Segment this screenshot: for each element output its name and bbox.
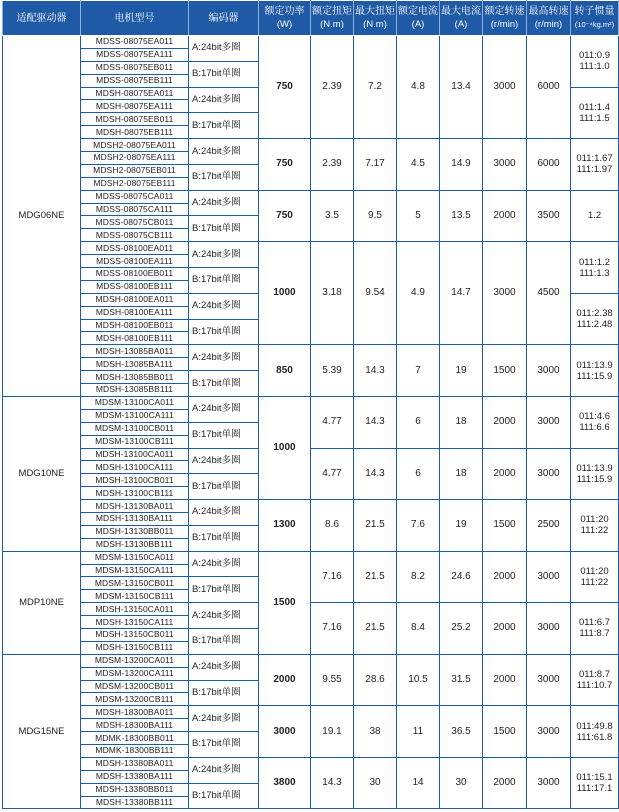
encoder-cell: B:17bit单圈 [189,268,259,294]
rated-speed-cell: 1500 [483,500,527,552]
power-cell: 3000 [259,706,311,758]
power-cell: 750 [259,139,311,191]
rated-torque-cell: 4.77 [311,448,354,500]
motor-model-cell: MDSM-13100CB111 [81,435,189,448]
inertia-line-1: 011:20 [580,514,609,526]
max-torque-cell: 21.5 [354,500,397,552]
inertia-cell [571,139,619,191]
rated-torque-cell: 2.39 [311,36,354,139]
inertia-line-1: 1.2 [587,210,602,222]
encoder-cell: B:17bit单圈 [189,61,259,87]
inertia-cell [571,654,619,706]
motor-model-cell: MDSH-13380BA111 [81,770,189,783]
inertia-cell [571,448,619,500]
power-cell: 850 [259,345,311,397]
inertia-line-1: 011:15.1 [576,772,613,784]
encoder-cell: A:24bit多圈 [189,396,259,422]
motor-model-cell: MDSM-13150CB111 [81,590,189,603]
header-rated-current: 额定电流 (A) [397,1,440,36]
motor-model-cell: MDSS-08100EB011 [81,268,189,281]
rated-current-cell: 8.2 [397,551,440,603]
header-row [3,1,619,36]
rated-current-cell: 4.5 [397,139,440,191]
rated-current-cell: 14 [397,757,440,809]
table-row [3,706,619,719]
encoder-cell: A:24bit多圈 [189,293,259,319]
max-current-cell: 30 [440,757,483,809]
encoder-cell: B:17bit单圈 [189,783,259,809]
header-model: 电机型号 [81,1,189,36]
encoder-cell: B:17bit单圈 [189,628,259,654]
motor-model-cell: MDSH-13085BB011 [81,371,189,384]
max-torque-cell: 21.5 [354,551,397,603]
rated-current-cell: 6 [397,448,440,500]
encoder-cell: A:24bit多圈 [189,345,259,371]
inertia-cell [571,500,619,552]
inertia-line-2: 111:15.9 [576,473,613,485]
inertia-cell [571,396,619,448]
max-speed-cell: 3000 [527,603,571,655]
motor-model-cell: MDSH-13130BB111 [81,538,189,551]
motor-model-cell: MDSS-08075EB111 [81,74,189,87]
motor-model-cell: MDSH-13085BB111 [81,384,189,397]
rated-torque-cell: 3.5 [311,190,354,242]
max-speed-cell: 6000 [527,139,571,191]
rated-speed-cell: 3000 [483,36,527,139]
power-cell: 1000 [259,242,311,345]
encoder-cell: B:17bit单圈 [189,164,259,190]
inertia-line-1: 011:1.67 [576,153,613,165]
motor-model-cell: MDSH-13100CB011 [81,474,189,487]
rated-current-cell: 7 [397,345,440,397]
rated-speed-cell: 3000 [483,139,527,191]
inertia-line-1: 011:49.8 [576,720,613,732]
encoder-cell: B:17bit单圈 [189,216,259,242]
inertia-line-1: 011:20 [580,565,609,577]
motor-model-cell: MDSM-13200CB111 [81,693,189,706]
max-speed-cell: 3500 [527,190,571,242]
rated-current-cell: 4.8 [397,36,440,139]
motor-model-cell: MDSM-13100CB011 [81,422,189,435]
max-current-cell: 14.7 [440,242,483,345]
inertia-cell [571,345,619,397]
encoder-cell: B:17bit单圈 [189,474,259,500]
motor-model-cell: MDSH-18300BA111 [81,719,189,732]
power-cell: 1300 [259,500,311,552]
inertia-line-2: 111:8.7 [579,628,610,640]
inertia-line-1: 011:13.9 [576,359,613,371]
max-speed-cell: 2500 [527,500,571,552]
inertia-cell [571,757,619,809]
inertia-cell [571,242,619,294]
rated-current-cell: 11 [397,706,440,758]
rated-speed-cell: 2000 [483,396,527,448]
motor-model-cell: MDSM-13100CA011 [81,396,189,409]
motor-model-cell: MDSH-13130BA111 [81,512,189,525]
max-speed-cell: 3000 [527,706,571,758]
inertia-line-2: 111:61.8 [576,731,613,743]
max-speed-cell: 6000 [527,36,571,139]
encoder-cell: B:17bit单圈 [189,422,259,448]
encoder-cell: A:24bit多圈 [189,500,259,526]
motor-model-cell: MDSH-13150CA011 [81,603,189,616]
rated-torque-cell: 14.3 [311,757,354,809]
motor-model-cell: MDSH2-08075EB011 [81,164,189,177]
inertia-cell [571,603,619,655]
rated-torque-cell: 2.39 [311,139,354,191]
encoder-cell: A:24bit多圈 [189,36,259,62]
inertia-line-2: 111:22 [580,525,609,537]
rated-speed-cell: 1500 [483,345,527,397]
inertia-line-1: 011:2.38 [576,308,613,320]
table-row [3,36,619,49]
power-cell: 750 [259,190,311,242]
inertia-cell [571,706,619,758]
inertia-line-2: 111:15.9 [576,370,613,382]
motor-model-cell: MDSH-13380BA011 [81,757,189,770]
motor-model-cell: MDSM-13150CB011 [81,577,189,590]
max-torque-cell: 14.3 [354,396,397,448]
motor-model-cell: MDSH-13150CB111 [81,641,189,654]
driver-cell: MDG10NE [3,396,81,551]
max-torque-cell: 28.6 [354,654,397,706]
power-cell: 2000 [259,654,311,706]
inertia-line-1: 011:8.7 [579,669,610,681]
max-current-cell: 13.5 [440,190,483,242]
max-torque-cell: 7.2 [354,36,397,139]
max-speed-cell: 3000 [527,757,571,809]
table-row [3,448,619,461]
inertia-cell [571,551,619,603]
motor-model-cell: MDSH-08075EA111 [81,100,189,113]
motor-model-cell: MDSH-13380BB111 [81,796,189,809]
driver-cell: MDG15NE [3,654,81,809]
motor-model-cell: MDSH2-08075EB111 [81,177,189,190]
header-power: 额定功率 (W) [259,1,311,36]
header-driver: 适配驱动器 [3,1,81,36]
rated-speed-cell: 1500 [483,706,527,758]
rated-current-cell: 4.9 [397,242,440,345]
motor-model-cell: MDSH-13150CA111 [81,616,189,629]
header-rated-speed: 额定转速 (r/min) [483,1,527,36]
motor-model-cell: MDSS-08075CB011 [81,216,189,229]
inertia-line-2: 111:1.5 [579,112,610,124]
motor-model-cell: MDSH-13380BB011 [81,783,189,796]
motor-model-cell: MDSH-13100CB111 [81,487,189,500]
power-cell: 750 [259,36,311,139]
inertia-line-1: 011:13.9 [576,462,613,474]
motor-model-cell: MDSH-13150CB011 [81,628,189,641]
max-current-cell: 19 [440,500,483,552]
motor-model-cell: MDSH-08100EA111 [81,306,189,319]
inertia-cell [571,87,619,139]
inertia-line-2: 111:1.3 [579,267,610,279]
encoder-cell: A:24bit多圈 [189,551,259,577]
motor-model-cell: MDSM-13150CA111 [81,564,189,577]
table-row [3,551,619,564]
motor-model-cell: MDSH-13130BB011 [81,525,189,538]
motor-model-cell: MDSH-13100CA011 [81,448,189,461]
rated-speed-cell: 2000 [483,603,527,655]
rated-torque-cell: 5.39 [311,345,354,397]
encoder-cell: A:24bit多圈 [189,190,259,216]
inertia-cell [571,190,619,242]
encoder-cell: B:17bit单圈 [189,371,259,397]
header-max-torque: 最大扭矩 (N.m) [354,1,397,36]
inertia-line-2: 111:10.7 [576,680,613,692]
motor-model-cell: MDSH-13085BA011 [81,345,189,358]
rated-torque-cell: 19.1 [311,706,354,758]
motor-model-cell: MDSS-08075CA111 [81,203,189,216]
max-speed-cell: 3000 [527,551,571,603]
motor-model-cell: MDSM-13200CA011 [81,654,189,667]
motor-model-cell: MDSS-08075CA011 [81,190,189,203]
encoder-cell: A:24bit多圈 [189,87,259,113]
table-body [3,36,619,809]
encoder-cell: A:24bit多圈 [189,706,259,732]
max-current-cell: 24.6 [440,551,483,603]
rated-speed-cell: 3000 [483,242,527,345]
encoder-cell: A:24bit多圈 [189,139,259,165]
max-speed-cell: 4500 [527,242,571,345]
motor-model-cell: MDSH-08100EB011 [81,319,189,332]
motor-model-cell: MDMK-18300BB011 [81,732,189,745]
table-row [3,345,619,358]
max-torque-cell: 14.3 [354,345,397,397]
rated-torque-cell: 7.16 [311,603,354,655]
motor-model-cell: MDSM-13150CA011 [81,551,189,564]
max-current-cell: 19 [440,345,483,397]
motor-model-cell: MDSH-13085BA111 [81,358,189,371]
max-current-cell: 18 [440,396,483,448]
encoder-cell: A:24bit多圈 [189,242,259,268]
table-row [3,242,619,255]
header-max-speed: 最高转速 (r/min) [527,1,571,36]
inertia-line-1: 011:1.4 [579,101,610,113]
max-current-cell: 14.9 [440,139,483,191]
motor-model-cell: MDSH-18300BA011 [81,706,189,719]
driver-cell: MDP10NE [3,551,81,654]
motor-model-cell: MDSS-08100EA011 [81,242,189,255]
power-cell: 3800 [259,757,311,809]
max-torque-cell: 7.17 [354,139,397,191]
rated-speed-cell: 2000 [483,190,527,242]
encoder-cell: A:24bit多圈 [189,654,259,680]
encoder-cell: B:17bit单圈 [189,113,259,139]
rated-speed-cell: 2000 [483,448,527,500]
inertia-line-1: 011:1.2 [579,256,610,268]
inertia-line-2: 111:1.0 [579,61,610,73]
inertia-line-2: 111:22 [580,576,609,588]
max-torque-cell: 21.5 [354,603,397,655]
table-row [3,190,619,203]
rated-torque-cell: 3.18 [311,242,354,345]
rated-current-cell: 6 [397,396,440,448]
motor-model-cell: MDSS-08075EA011 [81,36,189,49]
rated-speed-cell: 2000 [483,551,527,603]
max-torque-cell: 14.3 [354,448,397,500]
inertia-cell [571,293,619,345]
motor-model-cell: MDSS-08100EB111 [81,280,189,293]
motor-spec-table [2,0,619,809]
encoder-cell: B:17bit单圈 [189,525,259,551]
max-current-cell: 13.4 [440,36,483,139]
max-torque-cell: 38 [354,706,397,758]
inertia-line-2: 111:17.1 [576,783,613,795]
encoder-cell: A:24bit多圈 [189,448,259,474]
motor-model-cell: MDSM-13200CB011 [81,680,189,693]
max-torque-cell: 9.5 [354,190,397,242]
table-row [3,139,619,152]
encoder-cell: A:24bit多圈 [189,603,259,629]
inertia-line-1: 011:6.7 [579,617,610,629]
motor-model-cell: MDSS-08075EB011 [81,61,189,74]
max-speed-cell: 3000 [527,345,571,397]
rated-torque-cell: 7.16 [311,551,354,603]
driver-cell: MDG06NE [3,36,81,397]
encoder-cell: B:17bit单圈 [189,732,259,758]
inertia-line-2: 111:2.48 [576,319,613,331]
table-row [3,500,619,513]
inertia-line-2: 111:6.6 [579,422,610,434]
rated-current-cell: 7.6 [397,500,440,552]
motor-model-cell: MDSM-13100CA111 [81,409,189,422]
motor-model-cell: MDSH-08100EA011 [81,293,189,306]
inertia-cell [571,36,619,88]
inertia-line-1: 011:4.6 [579,411,610,423]
motor-model-cell: MDSH-13100CA111 [81,461,189,474]
motor-model-cell: MDSH-08075EA011 [81,87,189,100]
encoder-cell: B:17bit单圈 [189,577,259,603]
header-rated-torque: 额定扭矩 (N.m) [311,1,354,36]
header-max-current: 最大电流 (A) [440,1,483,36]
rated-speed-cell: 2000 [483,654,527,706]
motor-model-cell: MDSH2-08075EA111 [81,152,189,165]
max-torque-cell: 30 [354,757,397,809]
motor-model-cell: MDSH-08100EB111 [81,332,189,345]
motor-model-cell: MDSS-08100EA111 [81,255,189,268]
encoder-cell: B:17bit单圈 [189,319,259,345]
motor-model-cell: MDSH-13130BA011 [81,500,189,513]
rated-current-cell: 5 [397,190,440,242]
inertia-line-1: 011:0.9 [579,50,610,62]
table-row [3,757,619,770]
motor-model-cell: MDMK-18300BB111 [81,744,189,757]
motor-model-cell: MDSS-08075EA111 [81,48,189,61]
motor-model-cell: MDSH-08075EB111 [81,126,189,139]
rated-torque-cell: 4.77 [311,396,354,448]
header-inertia: 转子惯量 (10⁻⁴kg.m²) [571,1,619,36]
rated-current-cell: 10.5 [397,654,440,706]
motor-model-cell: MDSH-08075EB011 [81,113,189,126]
motor-model-cell: MDSM-13200CA111 [81,667,189,680]
power-cell: 1000 [259,396,311,499]
encoder-cell: A:24bit多圈 [189,757,259,783]
motor-model-cell: MDSH2-08075EA011 [81,139,189,152]
max-current-cell: 31.5 [440,654,483,706]
max-current-cell: 25.2 [440,603,483,655]
power-cell: 1500 [259,551,311,654]
header-encoder: 编码器 [189,1,259,36]
table-row [3,603,619,616]
rated-torque-cell: 9.55 [311,654,354,706]
max-torque-cell: 9.54 [354,242,397,345]
inertia-line-2: 111:1.97 [576,164,613,176]
encoder-cell: B:17bit单圈 [189,680,259,706]
motor-model-cell: MDSS-08075CB111 [81,229,189,242]
max-current-cell: 18 [440,448,483,500]
rated-speed-cell: 2000 [483,757,527,809]
max-speed-cell: 3000 [527,448,571,500]
table-row [3,396,619,409]
max-speed-cell: 3000 [527,654,571,706]
rated-current-cell: 8.4 [397,603,440,655]
rated-torque-cell: 8.6 [311,500,354,552]
max-current-cell: 36.5 [440,706,483,758]
table-row [3,654,619,667]
max-speed-cell: 3000 [527,396,571,448]
